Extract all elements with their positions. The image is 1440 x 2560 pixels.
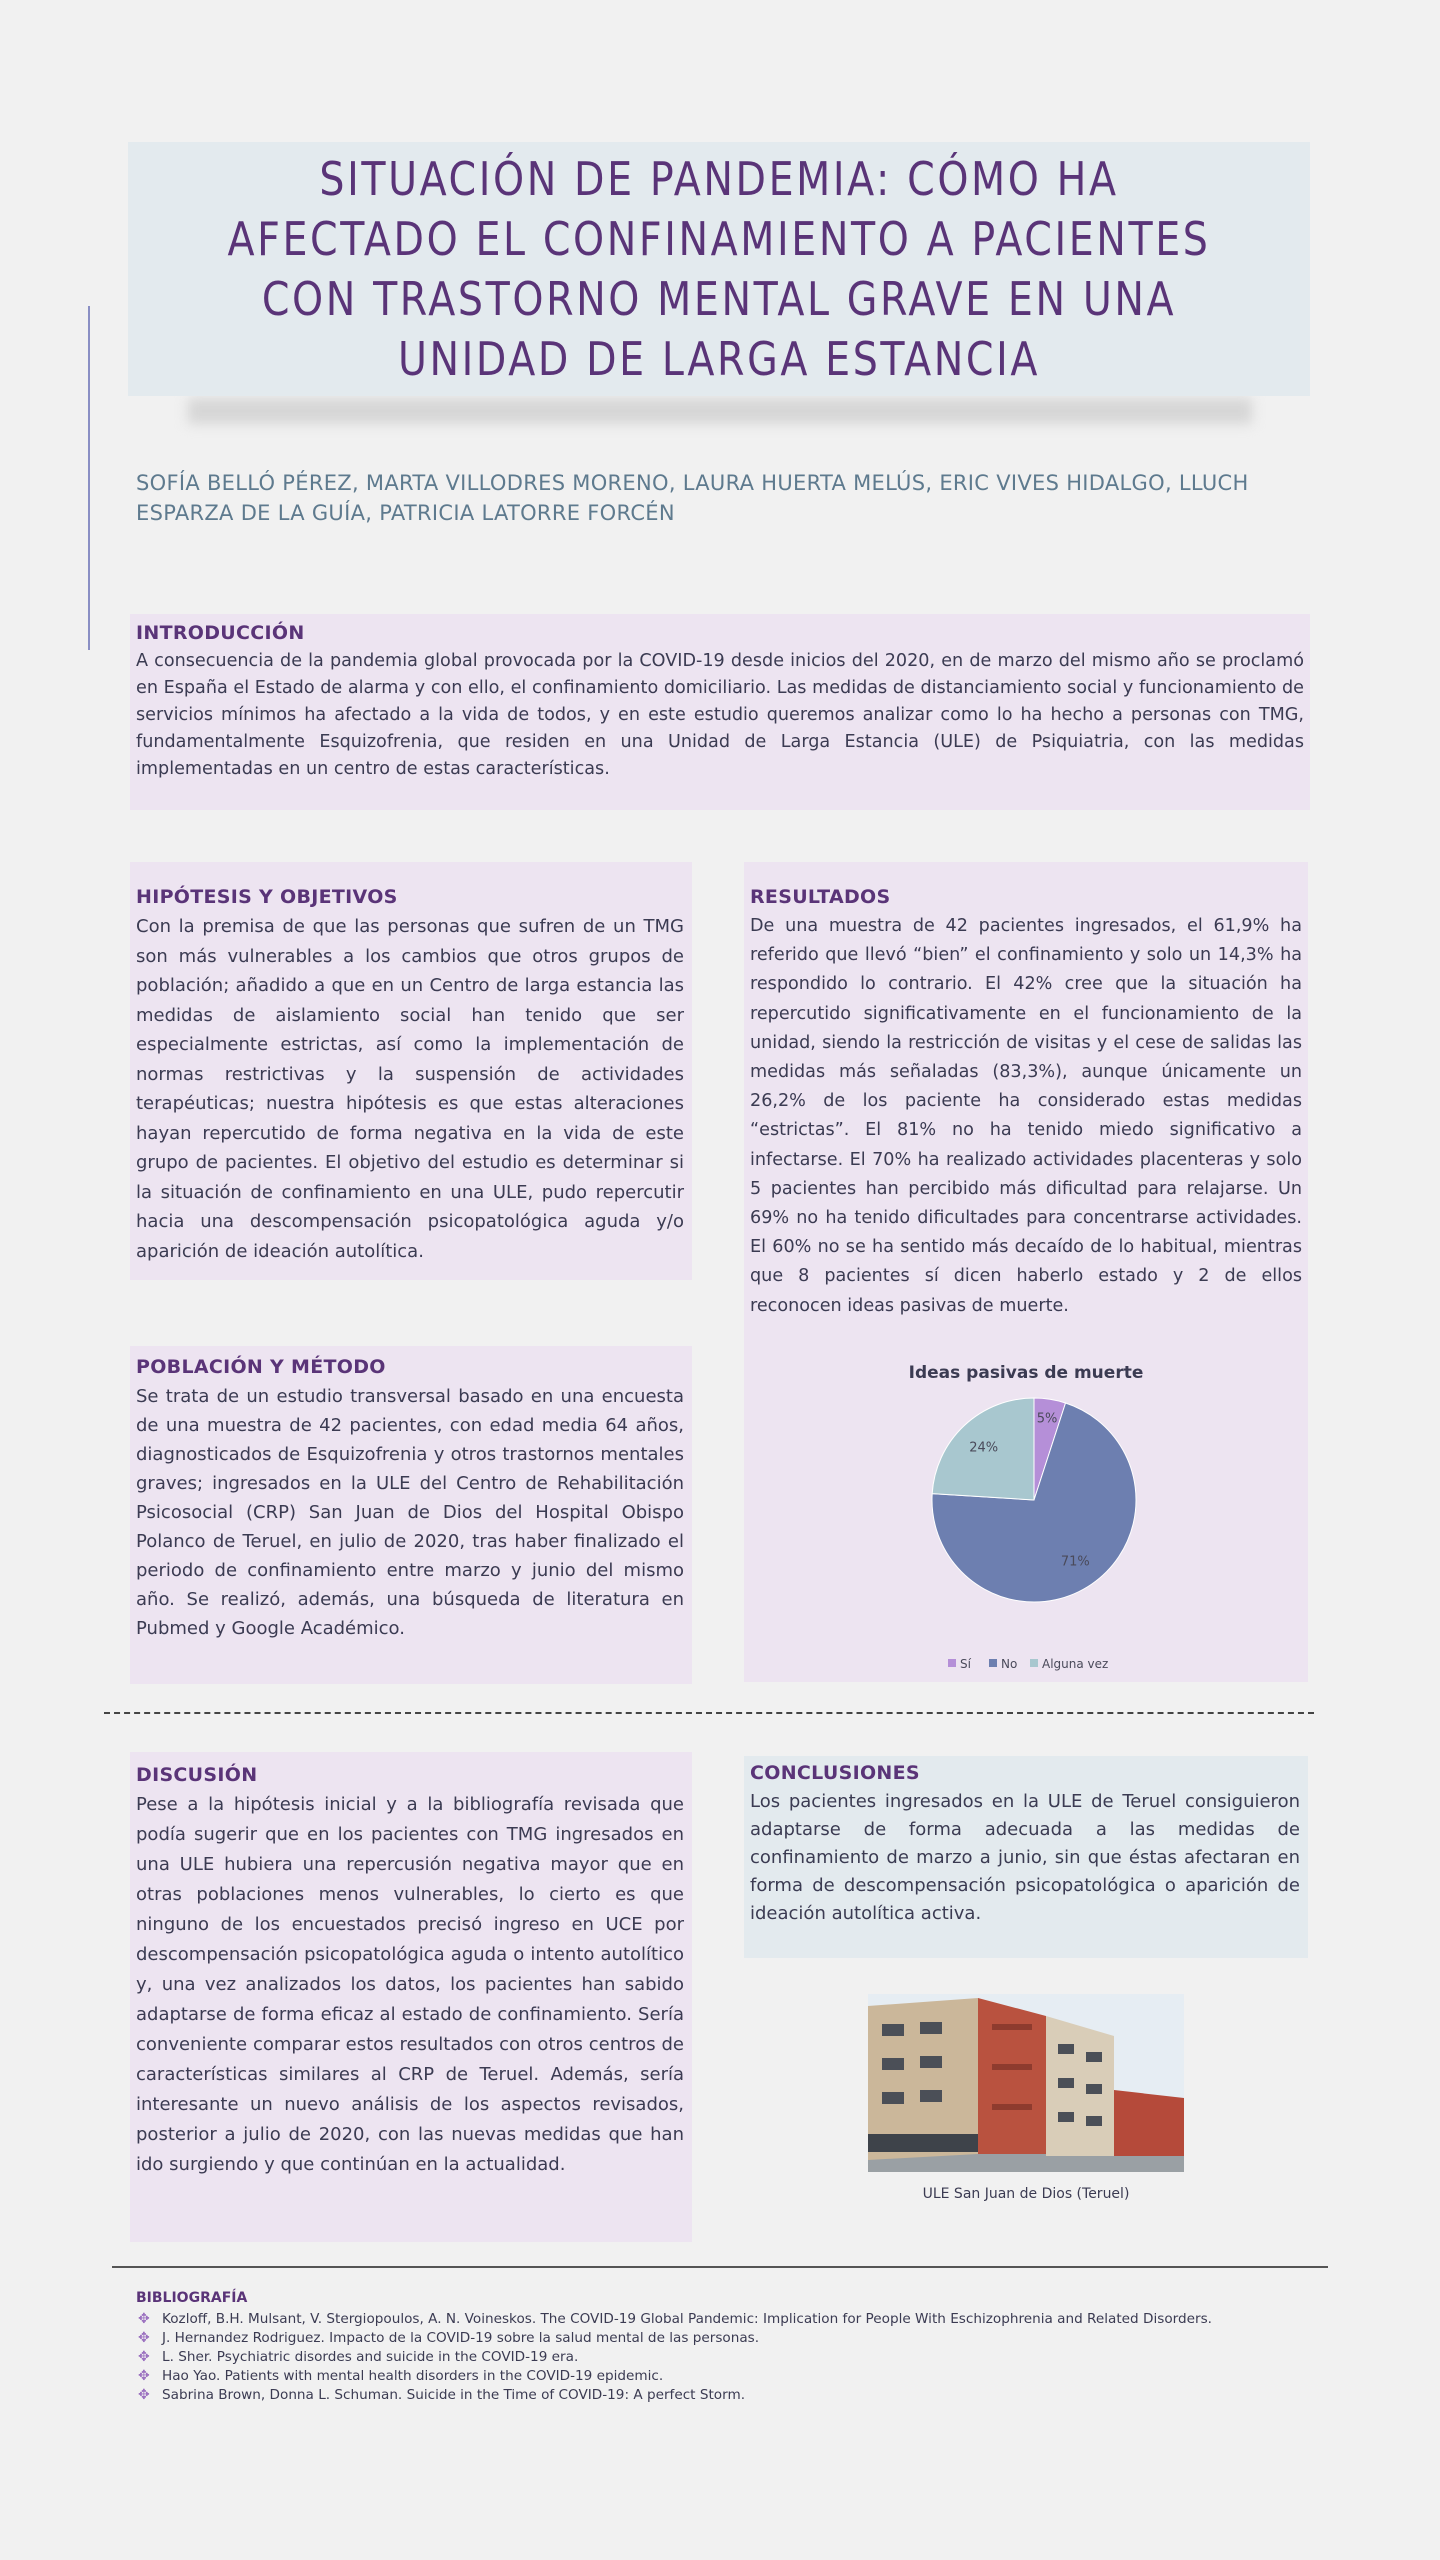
conclusiones-section xyxy=(744,1756,1308,1958)
poblacion-text: Se trata de un estudio transversal basado en una encuesta de una muestra de 42 pacientes, con edad media 64 años, diagnosticados de Esquizofrenia y otros trastornos mentales graves; ingresados en la ULE del Centro de Rehabilitación Psicosocial (CRP) San Juan de Dios del Hospital Obispo Polanco de Teruel, en julio de 2020, tras haber finalizado el periodo de confinamiento entre marzo y junio del mismo año. Se realizó, además, una búsqueda de literatura en Pubmed y Google Académico. xyxy=(136,1386,684,1639)
hipotesis-section xyxy=(130,862,692,1280)
bibliography-rule xyxy=(112,2266,1328,2268)
resultados-text: De una muestra de 42 pacientes ingresados, el 61,9% ha referido que llevó “bien” el confinamiento y solo un 14,3% ha respondido lo contrario. El 42% cree que la situación ha repercutido significativamente en el funcionamiento de la unidad, siendo la restricción de visitas y el cese de salidas las medidas más señaladas (83,3%), aunque únicamente un 26,2% de los paciente ha considerado estas medidas “estrictas”. El 81% no ha tenido miedo significativo a infectarse. El 70% ha realizado actividades placenteras y solo 5 pacientes han percibido más dificultad para relajarse. Un 69% no ha tenido dificultades para concentrarse actividades. El 60% no se ha sentido más decaído de lo habitual, mientras que 8 pacientes sí dicen haberlo estado y 2 de ellos reconocen ideas pasivas de muerte. xyxy=(750,916,1302,1316)
pie-label-0: 5% xyxy=(1036,1411,1058,1427)
diamond-bullet-icon: ✥ xyxy=(138,2311,150,2327)
legend-label-1: No xyxy=(1001,1657,1018,1671)
pie-chart xyxy=(744,1350,1308,1680)
title-banner xyxy=(128,142,1310,396)
resultados-section xyxy=(744,862,1308,1682)
poster-title: SITUACIÓN DE PANDEMIA: CÓMO HA AFECTADO EL CONFINAMIENTO A PACIENTES CON TRASTORNO MENTAL GRAVE EN UNA UNIDAD DE LARGA ESTANCIA xyxy=(227,152,1211,386)
bibliography-item: ✥ L. Sher. Psychiatric disordes and suicide in the COVID-19 era. xyxy=(138,2349,579,2365)
building-illustration xyxy=(868,1994,1184,2172)
discusion-text: Pese a la hipótesis inicial y a la bibliografía revisada que podía sugerir que en los pacientes con TMG ingresados en una ULE hubiera una repercusión negativa mayor que en otras poblaciones menos vulnerables, lo cierto es que ninguno de los encuestados precisó ingreso en UCE por descompensación psicopatológica aguda o intento autolítico y, una vez analizados los datos, los pacientes han sabido adaptarse de forma eficaz al estado de confinamiento. Sería conveniente comparar estos resultados con otros centros de características similares al CRP de Teruel. Además, sería interesante un nuevo análisis de los aspectos revisados, posterior a julio de 2020, con las nuevas medidas que han ido surgiendo y que continúan en la actualidad. xyxy=(136,1794,684,2175)
diamond-bullet-icon: ✥ xyxy=(138,2387,150,2403)
discusion-heading: DISCUSIÓN xyxy=(136,1764,258,1786)
authors-line: SOFÍA BELLÓ PÉREZ, MARTA VILLODRES MORENO, LAURA HUERTA MELÚS, ERIC VIVES HIDALGO, LLUCH ESPARZA DE LA GUÍA, PATRICIA LATORRE FORCÉN xyxy=(136,471,1249,525)
legend-swatch-2 xyxy=(1030,1659,1038,1667)
legend-swatch-0 xyxy=(948,1659,956,1667)
legend-swatch-1 xyxy=(989,1659,997,1667)
pie-label-2: 24% xyxy=(969,1440,999,1456)
introduccion-section xyxy=(130,614,1310,810)
photo-caption: ULE San Juan de Dios (Teruel) xyxy=(922,2186,1130,2202)
diamond-bullet-icon: ✥ xyxy=(138,2349,150,2365)
bibliography-item: ✥ Sabrina Brown, Donna L. Schuman. Suicide in the Time of COVID-19: A perfect Storm. xyxy=(138,2387,746,2403)
hipotesis-heading: HIPÓTESIS Y OBJETIVOS xyxy=(136,886,398,908)
legend-label-0: Sí xyxy=(960,1657,971,1671)
bibliography-item: ✥ Kozloff, B.H. Mulsant, V. Stergiopoulos, A. N. Voineskos. The COVID-19 Global Pandemic: Implication for People With Eschizophrenia and Related Disorders. xyxy=(138,2311,1212,2327)
poblacion-heading: POBLACIÓN Y MÉTODO xyxy=(136,1356,386,1378)
bibliography-item: ✥ Hao Yao. Patients with mental health disorders in the COVID-19 epidemic. xyxy=(138,2368,664,2384)
bibliography-item: ✥ J. Hernandez Rodriguez. Impacto de la COVID-19 sobre la salud mental de las personas. xyxy=(138,2330,760,2346)
bibliography-heading: BIBLIOGRAFÍA xyxy=(136,2290,248,2306)
left-accent-rule xyxy=(88,306,90,650)
diamond-bullet-icon: ✥ xyxy=(138,2368,150,2384)
hipotesis-text: Con la premisa de que las personas que sufren de un TMG son más vulnerables a los cambios que otros grupos de población; añadido a que en un Centro de larga estancia las medidas de aislamiento social han tenido que ser especialmente estrictas, así como la implementación de normas restrictivas y la suspensión de actividades terapéuticas; nuestra hipótesis es que estas alteraciones hayan repercutido de forma negativa en la vida de este grupo de pacientes. El objetivo del estudio es determinar si la situación de confinamiento en una ULE, pudo repercutir hacia una descompensación psicopatológica aguda y/o aparición de ideación autolítica. xyxy=(136,916,684,1262)
introduccion-heading: INTRODUCCIÓN xyxy=(136,622,305,644)
section-divider xyxy=(104,1712,1314,1714)
pie-chart-svg xyxy=(744,1350,1308,1680)
diamond-bullet-icon: ✥ xyxy=(138,2330,150,2346)
introduccion-text: A consecuencia de la pandemia global provocada por la COVID-19 desde inicios del 2020, en de marzo del mismo año se proclamó en España el Estado de alarma y con ello, el confinamiento domiciliario. Las medidas de distanciamiento social y funcionamiento de servicios mínimos ha afectado a la vida de todos, y en este estudio queremos analizar como lo ha hecho a personas con TMG, fundamentalmente Esquizofrenia, que residen en una Unidad de Larga Estancia (ULE) de Psiquiatria, con las medidas implementadas en un centro de estas características. xyxy=(136,651,1304,779)
bibliography-list xyxy=(136,2310,1316,2405)
resultados-heading: RESULTADOS xyxy=(750,886,891,908)
bibliography-section xyxy=(136,2290,1316,2405)
chart-title: Ideas pasivas de muerte xyxy=(908,1363,1144,1383)
legend-label-2: Alguna vez xyxy=(1042,1657,1109,1671)
pie-label-1: 71% xyxy=(1060,1554,1090,1570)
title-shadow xyxy=(188,398,1252,424)
conclusiones-heading: CONCLUSIONES xyxy=(750,1762,920,1784)
conclusiones-text: Los pacientes ingresados en la ULE de Teruel consiguieron adaptarse de forma adecuada a las medidas de confinamiento de marzo a junio, sin que éstas afectaran en forma de descompensación psicopatológica o aparición de ideación autolítica activa. xyxy=(750,1791,1300,1924)
building-photo xyxy=(868,1994,1184,2172)
poblacion-section xyxy=(130,1346,692,1684)
discusion-section xyxy=(130,1752,692,2242)
